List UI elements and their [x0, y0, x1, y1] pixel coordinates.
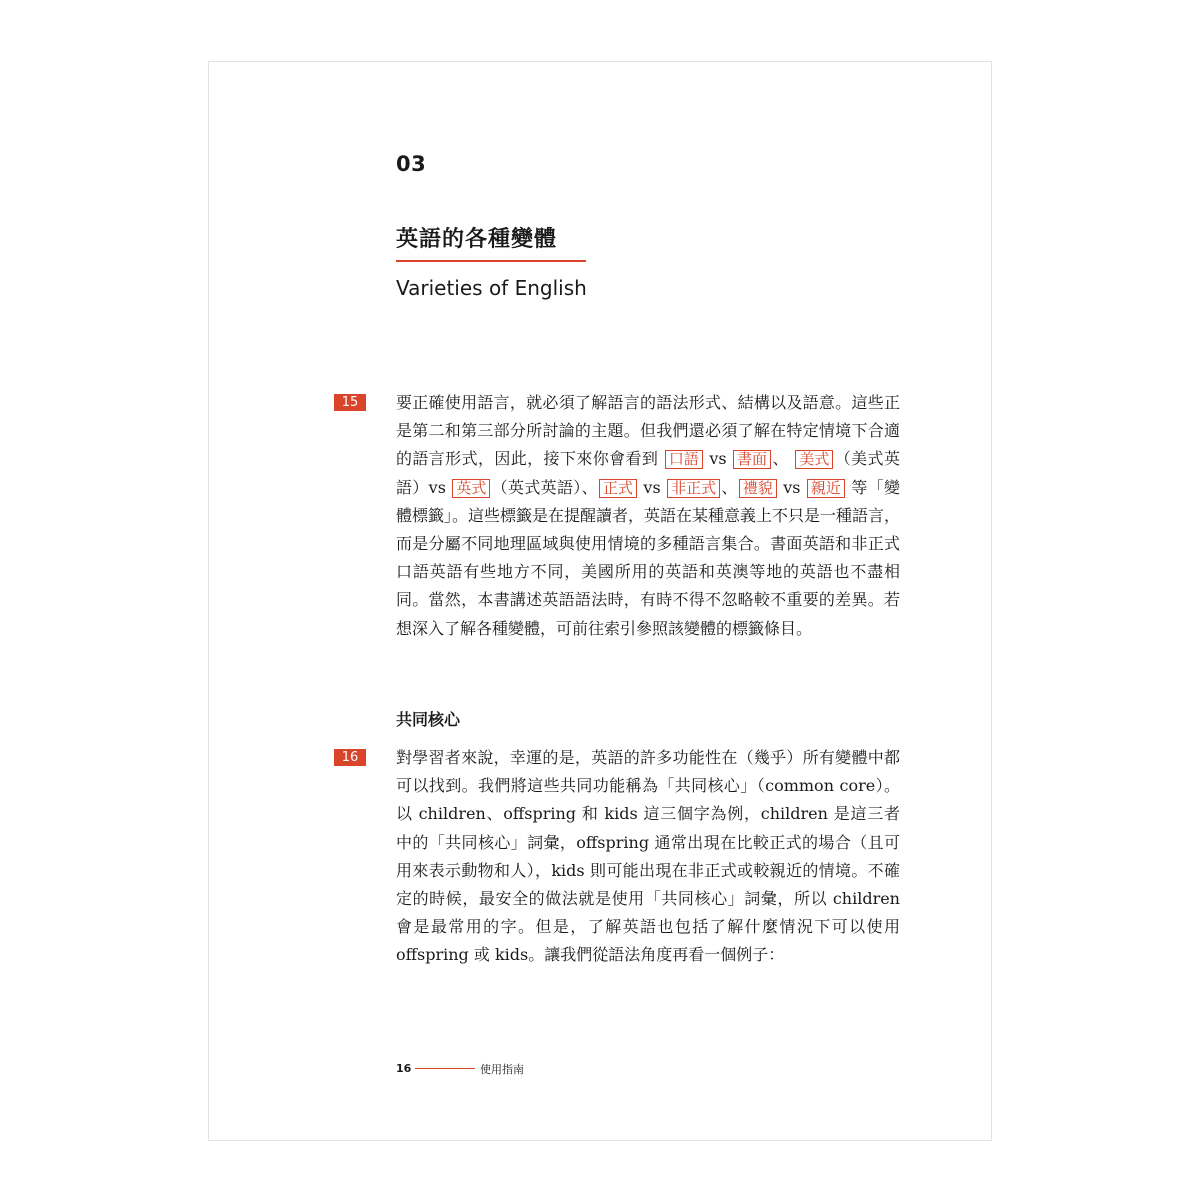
- chapter-number: 03: [396, 152, 427, 176]
- variety-tag-informal: 非正式: [667, 479, 720, 498]
- variety-tag-polite: 禮貌: [739, 479, 777, 498]
- paragraph-number-badge: 16: [334, 749, 366, 766]
- variety-tag-formal: 正式: [599, 479, 637, 498]
- paragraph-text: （美式英語）vs: [396, 449, 900, 497]
- paragraph-16: 對學習者來說，幸運的是，英語的許多功能性在（幾乎）所有變體中都可以找到。我們將這些共同功能稱為「共同核心」（common core）。以 children、offspring 和 kids 這三個字為例，children 是這三者中的「共同核心」詞彙，offspring 通常出現在比較正式的場合（且可用來表示動物和人），kids 則可能出現在非正式或較親近的情境。不確定的時候，最安全的做法就是使用「共同核心」詞彙，所以 children 會是最常用的字。但是，了解英語也包括了解什麼情況下可以使用 offspring 或 kids。讓我們從語法角度再看一個例子：: [396, 748, 900, 965]
- vs-text: vs: [783, 477, 801, 497]
- paragraph-text: 要正確使用語言，就必須了解語言的語法形式、結構以及語意。這些正是第二和第三部分所討論的主題。但我們還必須了解在特定情境下合適的語言形式，因此，接下來你會看到: [396, 393, 900, 469]
- title-underline: [396, 260, 586, 262]
- paragraph-15: [396, 389, 900, 643]
- footer-rule: [415, 1068, 475, 1069]
- chapter-title-english: Varieties of English: [396, 276, 587, 300]
- vs-text: vs: [643, 477, 661, 497]
- paragraph-text: （英式英語）、: [491, 477, 598, 497]
- section-heading: 共同核心: [396, 710, 461, 729]
- variety-tag-spoken: 口語: [665, 450, 703, 469]
- paragraph-number-badge: 15: [334, 394, 366, 411]
- separator: 、: [721, 477, 738, 497]
- footer-page-number: 16: [396, 1062, 412, 1075]
- variety-tag-written: 書面: [733, 450, 771, 469]
- variety-tag-british: 英式: [452, 479, 490, 498]
- vs-text: vs: [709, 449, 727, 469]
- separator: 、: [772, 449, 789, 469]
- variety-tag-american: 美式: [795, 450, 833, 469]
- paragraph-text: 等「變體標籤」。這些標籤是在提醒讀者，英語在某種意義上不只是一種語言，而是分屬不同地理區域與使用情境的多種語言集合。書面英語和非正式口語英語有些地方不同，美國所用的英語和英澳等地的英語也不盡相同。當然，本書講述英語語法時，有時不得不忽略較不重要的差異。若想深入了解各種變體，可前往索引參照該變體的標籤條目。: [396, 477, 901, 638]
- footer-book-part: 使用指南: [480, 1063, 524, 1076]
- variety-tag-intimate: 親近: [807, 479, 845, 498]
- chapter-title-chinese: 英語的各種變體: [396, 227, 558, 252]
